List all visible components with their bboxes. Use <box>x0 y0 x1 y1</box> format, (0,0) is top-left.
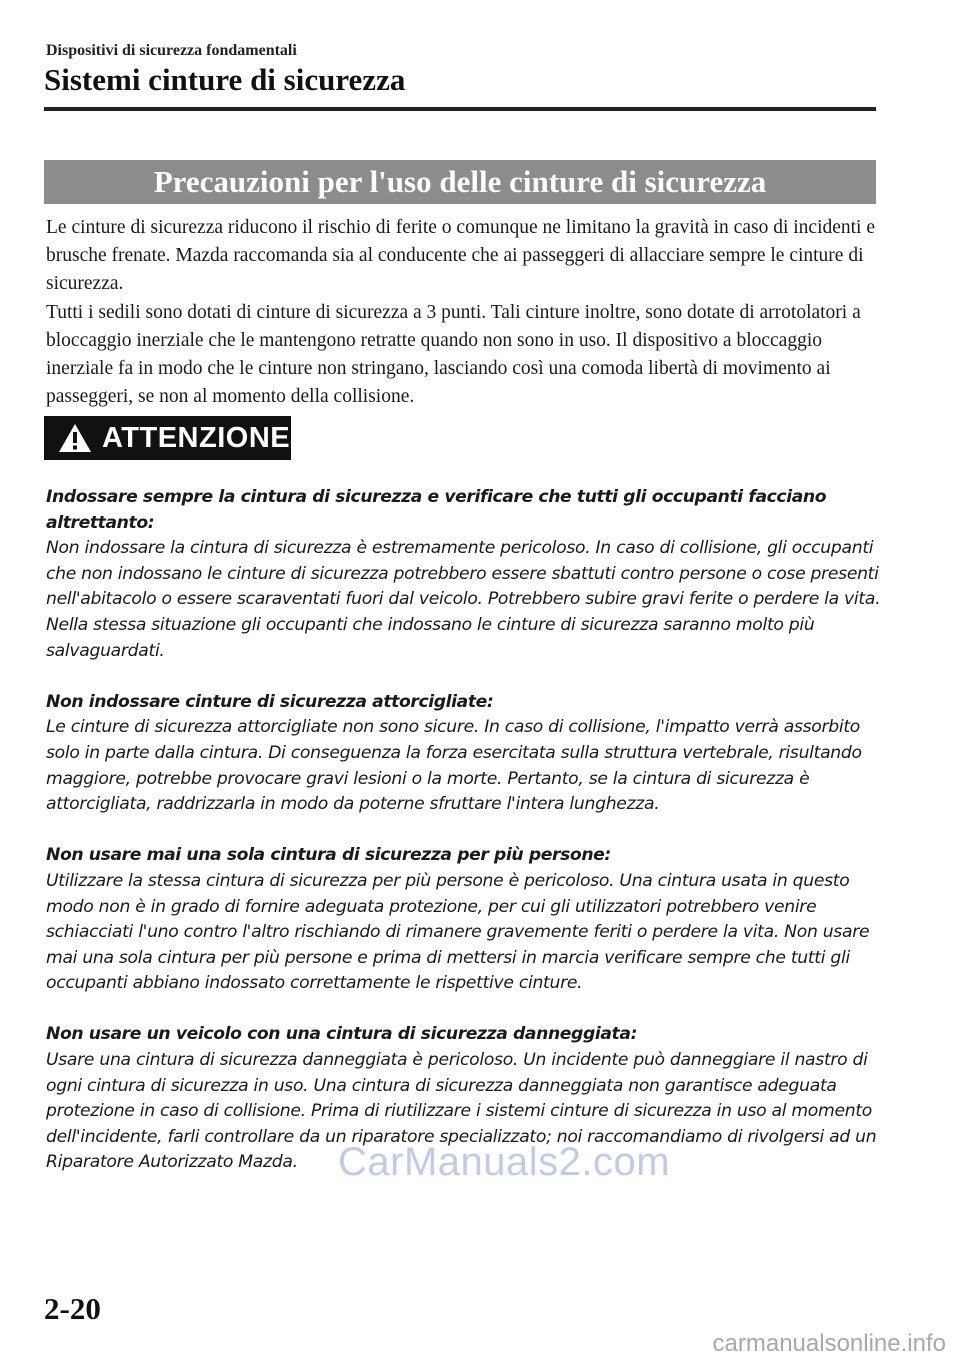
warning-item-title: Indossare sempre la cintura di sicurezza e verificare che tutti gli occupanti facciano altrettanto: <box>46 487 827 533</box>
warning-item-title: Non usare un veicolo con una cintura di sicurezza danneggiata: <box>46 1024 638 1045</box>
page-number: 2-20 <box>44 1291 101 1326</box>
warning-item-title: Non indossare cinture di sicurezza attorcigliate: <box>46 691 494 712</box>
warning-item <box>46 485 881 664</box>
intro-text <box>46 214 878 411</box>
warning-list <box>46 485 881 1202</box>
watermark: CarManuals2.com <box>338 1140 671 1184</box>
warning-item <box>46 843 881 997</box>
warning-item-body: Non indossare la cintura di sicurezza è estremamente pericoloso. In caso di collisione, gli occupanti che non indossano le cinture di sicurezza potrebbero essere sbattuti contro persone o cose presenti nell'abitacolo o essere scaraventati fuori dal veicolo. Potrebbero subire gravi ferite o perdere la vita. Nella stessa situazione gli occupanti che indossano le cinture di sicurezza saranno molto più salvaguardati. <box>46 538 881 661</box>
footer-watermark: carmanualsonline.info <box>712 1330 946 1357</box>
page-title: Sistemi cinture di sicurezza <box>44 62 406 97</box>
warning-label: ATTENZIONE <box>102 421 291 454</box>
chapter-header: Dispositivi di sicurezza fondamentali <box>46 42 297 59</box>
header-divider <box>44 107 876 111</box>
warning-item-body: Usare una cintura di sicurezza danneggiata è pericoloso. Un incidente può danneggiare il nastro di ogni cintura di sicurezza in uso. Una cintura di sicurezza danneggiata non garantisce adeguata protezione in caso di collisione. Prima di riutilizzare i sistemi cinture di sicurezza in uso al momento dell'incidente, farli controllare da un riparatore specializzato; noi raccomandiamo di rivolgersi ad un Riparatore Autorizzato Mazda. <box>46 1050 877 1173</box>
warning-badge <box>44 416 291 460</box>
intro-paragraph: Tutti i sedili sono dotati di cinture di sicurezza a 3 punti. Tali cinture inoltre, sono dotate di arrotolatori a bloccaggio inerziale che le mantengono retratte quando non sono in uso. Il dispositivo a bloccaggio inerziale fa in modo che le cinture non stringano, lasciando così una comoda libertà di movimento ai passeggeri, se non al momento della collisione. <box>46 301 861 408</box>
warning-item <box>46 690 881 818</box>
warning-item-title: Non usare mai una sola cintura di sicurezza per più persone: <box>46 845 611 866</box>
section-title: Precauzioni per l'uso delle cinture di sicurezza <box>153 164 767 199</box>
section-banner <box>44 160 876 204</box>
intro-paragraph: Le cinture di sicurezza riducono il rischio di ferite o comunque ne limitano la gravità in caso di incidenti e brusche frenate. Mazda raccomanda sia al conducente che ai passeggeri di allacciare sempre le cinture di sicurezza. <box>46 217 876 295</box>
warning-item-body: Le cinture di sicurezza attorcigliate non sono sicure. In caso di collisione, l'impatto verrà assorbito solo in parte dalla cintura. Di conseguenza la forza esercitata sulla struttura vertebrale, risultando maggiore, potrebbe provocare gravi lesioni o la morte. Pertanto, se la cintura di sicurezza è attorcigliata, raddrizzarla in modo da poterne sfruttare l'intera lunghezza. <box>46 717 862 815</box>
warning-triangle-icon <box>58 423 92 453</box>
warning-item-body: Utilizzare la stessa cintura di sicurezza per più persone è pericoloso. Una cintura usata in questo modo non è in grado di fornire adeguata protezione, per cui gli utilizzatori potrebbero venire schiacciati l'uno contro l'altro rischiando di rimanere gravemente feriti o perdere la vita. Non usare mai una sola cintura per più persone e prima di mettersi in marcia verificare sempre che tutti gli occupanti abbiano indossato correttamente le rispettive cinture. <box>46 870 870 994</box>
